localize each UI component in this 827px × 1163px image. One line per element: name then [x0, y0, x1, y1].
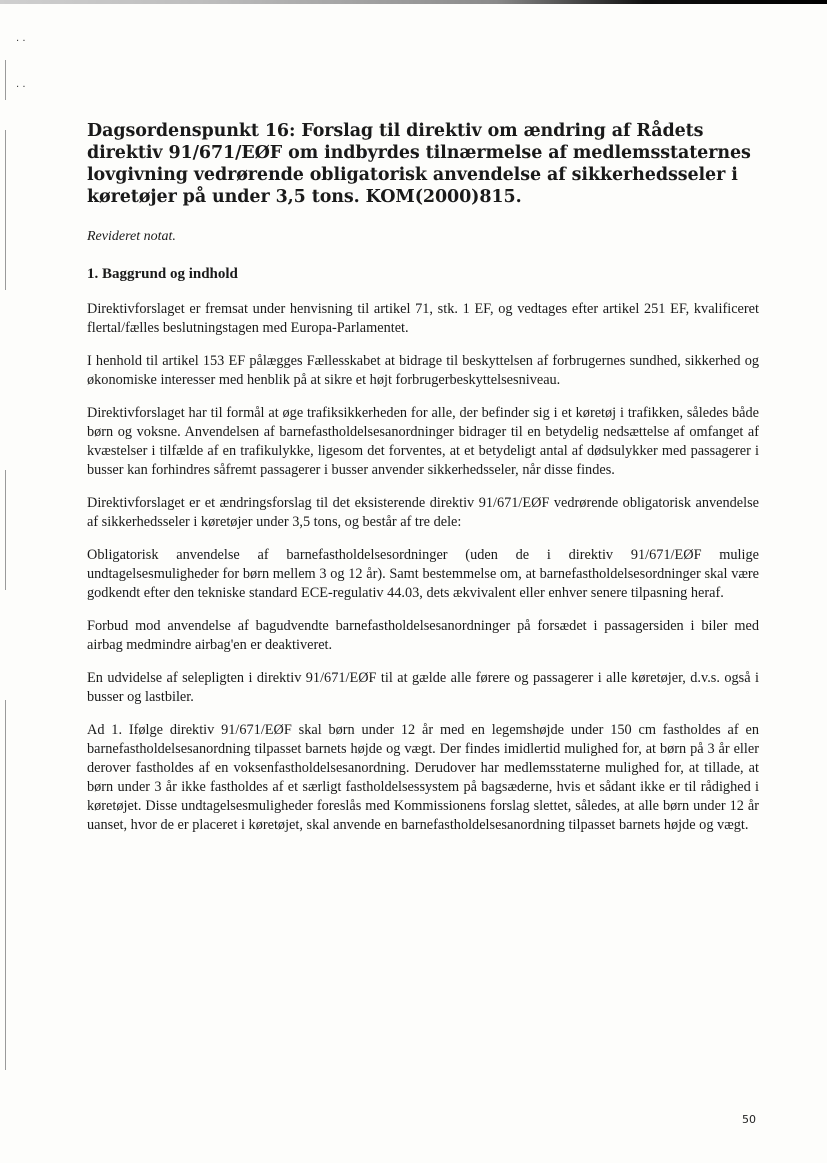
document-subtitle: Revideret notat.	[87, 229, 176, 244]
scan-edge	[0, 0, 827, 4]
paragraph: Forbud mod anvendelse af bagudvendte barnefastholdelsesanordninger på forsædet i passagersiden i biler med airbag medmindre airbag'en er deaktiveret.	[87, 618, 759, 653]
scan-margin-mark	[5, 700, 6, 1070]
scan-margin-mark	[5, 470, 6, 590]
document-title: Dagsordenspunkt 16: Forslag til direktiv om ændring af Rådets direktiv 91/671/EØF om indbyrdes tilnærmelse af medlemsstaternes lovgivning vedrørende obligatorisk anvendelse af sikkerhedsseler i køretøjer på under 3,5 tons. KOM(2000)815.	[87, 121, 751, 207]
document-page	[87, 120, 759, 835]
scan-speck: · ·	[16, 36, 26, 47]
section-heading: 1. Baggrund og indhold	[87, 266, 238, 282]
scan-margin-mark	[5, 60, 6, 100]
paragraph: Direktivforslaget er et ændringsforslag til det eksisterende direktiv 91/671/EØF vedrørende obligatorisk anvendelse af sikkerhedsseler i køretøjer under 3,5 tons, og består af tre dele:	[87, 495, 759, 530]
paragraph: Obligatorisk anvendelse af barnefastholdelsesordninger (uden de i direktiv 91/671/EØF mulige undtagelsesmuligheder for børn mellem 3 og 12 år). Samt bestemmelse om, at barnefastholdelsesordninger skal være godkendt efter den tekniske standard ECE-regulativ 44.03, dets ækvivalent eller enhver senere tilpasning heraf.	[87, 547, 759, 601]
paragraph: Direktivforslaget har til formål at øge trafiksikkerheden for alle, der befinder sig i et køretøj i trafikken, således både børn og voksne. Anvendelsen af barnefastholdelsesanordninger bidrager til en betydelig nedsættelse af omfanget af kvæstelser i tilfælde af en trafikulykke, ligesom det forventes, at et betydeligt antal af dødsulykker med passagerer i busser kan forhindres såfremt passagerer i busser anvender sikkerhedsseler, når disse findes.	[87, 405, 759, 478]
page-number: 50	[742, 1113, 756, 1126]
paragraph: Ad 1. Ifølge direktiv 91/671/EØF skal børn under 12 år med en legemshøjde under 150 cm fastholdes af en barnefastholdelsesanordning tilpasset barnets højde og vægt. Der findes imidlertid mulighed for, at børn på 3 år eller derover fastholdes af en voksenfastholdelsesanordning. Derudover har medlemsstaterne mulighed for, at tillade, at børn under 3 år ikke fastholdes af et særligt fastholdelsessystem på bagsæderne, hvis et sådant ikke er til rådighed i køretøjet. Disse undtagelsesmuligheder foreslås med Kommissionens forslag slettet, således, at alle børn under 12 år uanset, hvor de er placeret i køretøjet, skal anvende en barnefastholdelsesanordning tilpasset barnets højde og vægt.	[87, 722, 759, 833]
paragraph: I henhold til artikel 153 EF pålægges Fællesskabet at bidrage til beskyttelsen af forbrugernes sundhed, sikkerhed og økonomiske interesser med henblik på at sikre et højt forbrugerbeskyttelsesniveau.	[87, 353, 759, 388]
scan-speck: · ·	[16, 82, 26, 93]
paragraph: En udvidelse af selepligten i direktiv 91/671/EØF til at gælde alle førere og passagerer i alle køretøjer, d.v.s. også i busser og lastbiler.	[87, 670, 759, 705]
paragraph: Direktivforslaget er fremsat under henvisning til artikel 71, stk. 1 EF, og vedtages efter artikel 251 EF, kvalificeret flertal/fælles beslutningstagen med Europa-Parlamentet.	[87, 301, 759, 336]
scan-margin-mark	[5, 130, 6, 290]
